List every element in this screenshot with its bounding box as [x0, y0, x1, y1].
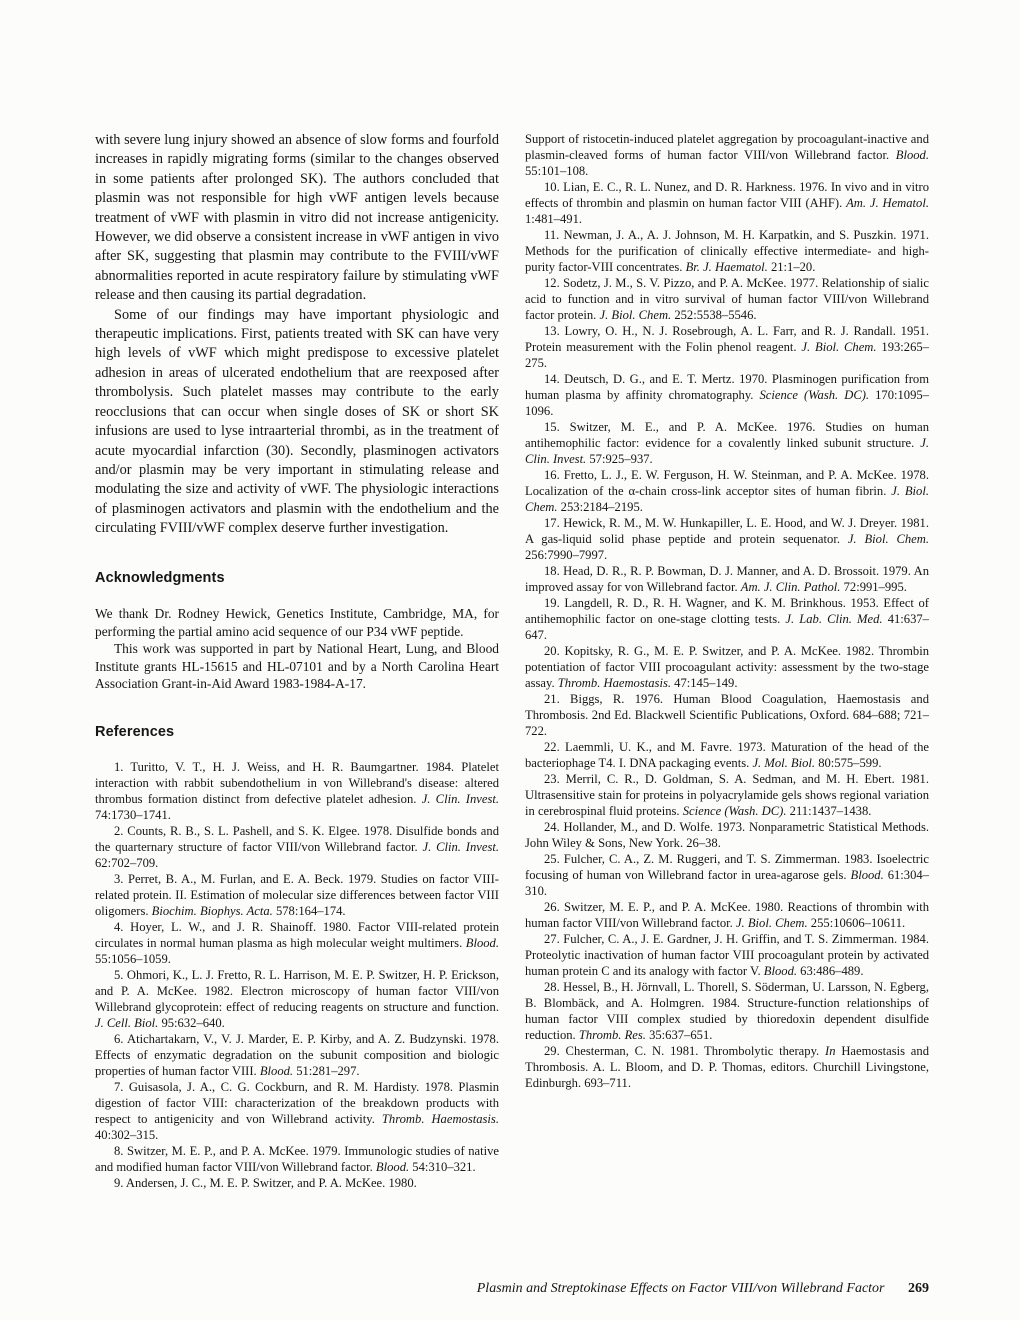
page-footer — [95, 1281, 929, 1297]
reference-item: 13. Lowry, O. H., N. J. Rosebrough, A. L. Farr, and R. J. Randall. 1951. Protein measurement with the Folin phenol reagent. J. Biol. Chem. 193:265–275. — [525, 324, 929, 370]
reference-item: 21. Biggs, R. 1976. Human Blood Coagulation, Haemostasis and Thrombosis. 2nd Ed. Blackwell Scientific Publications, Oxford. 684–688; 721–722. — [525, 692, 929, 738]
references-list-right — [525, 131, 929, 1091]
acknowledgments-heading: Acknowledgments — [95, 569, 225, 586]
reference-item: 3. Perret, B. A., M. Furlan, and E. A. Beck. 1979. Studies on factor VIII-related protein. II. Estimation of molecular size differences between factor VIII oligomers. Biochim. Biophys. Acta. 578:164–174. — [95, 872, 499, 919]
reference-item: 23. Merril, C. R., D. Goldman, S. A. Sedman, and M. H. Ebert. 1981. Ultrasensitive stain for proteins in polyacrylamide gels shows regional variation in cerebrospinal fluid proteins. Science (Wash. DC). 211:1437–1438. — [525, 772, 929, 818]
reference-item: 2. Counts, R. B., S. L. Pashell, and S. K. Elgee. 1978. Disulfide bonds and the quarternary structure of factor VIII/von Willebrand factor. J. Clin. Invest. 62:702–709. — [95, 824, 499, 871]
running-title: Plasmin and Streptokinase Effects on Factor VIII/von Willebrand Factor — [476, 1281, 885, 1296]
reference-item: 20. Kopitsky, R. G., M. E. P. Switzer, and P. A. McKee. 1982. Thrombin potentiation of factor VIII procoagulant activity: assessment by the two-stage assay. Thromb. Haemostasis. 47:145–149. — [525, 644, 929, 690]
references-list-left — [95, 759, 499, 1191]
reference-item: 18. Head, D. R., R. P. Bowman, D. J. Manner, and A. D. Brossoit. 1979. An improved assay for von Willebrand factor. Am. J. Clin. Pathol. 72:991–995. — [525, 564, 929, 594]
reference-item: 10. Lian, E. C., R. L. Nunez, and D. R. Harkness. 1976. In vivo and in vitro effects of thrombin and plasmin on human factor VIII (AHF). Am. J. Hematol. 1:481–491. — [525, 180, 929, 226]
reference-item: 26. Switzer, M. E. P., and P. A. McKee. 1980. Reactions of thrombin with human factor VIII/von Willebrand factor. J. Biol. Chem. 255:10606–10611. — [525, 900, 929, 930]
right-column — [525, 131, 929, 1281]
reference-item: 15. Switzer, M. E., and P. A. McKee. 1976. Studies on human antihemophilic factor: evidence for a covalently linked subunit structure. J. Clin. Invest. 57:925–937. — [525, 420, 929, 466]
references-list-right-items — [525, 179, 929, 1091]
left-column — [95, 131, 499, 1281]
acknowledgments-paragraph: We thank Dr. Rodney Hewick, Genetics Institute, Cambridge, MA, for performing the partial amino acid sequence of our P34 vWF peptide. — [95, 605, 499, 639]
reference-item: 24. Hollander, M., and D. Wolfe. 1973. Nonparametric Statistical Methods. John Wiley & Sons, New York. 26–38. — [525, 820, 929, 850]
reference-item: 19. Langdell, R. D., R. H. Wagner, and K. M. Brinkhous. 1953. Effect of antihemophilic factor on one-stage clotting tests. J. Lab. Clin. Med. 41:637–647. — [525, 596, 929, 642]
page-number: 269 — [908, 1281, 929, 1296]
reference-item-continuation: Support of ristocetin-induced platelet aggregation by procoagulant-inactive and plasmin-cleaved forms of human factor VIII/von Willebrand factor. Blood. 55:101–108. — [525, 132, 929, 178]
reference-item: 12. Sodetz, J. M., S. V. Pizzo, and P. A. McKee. 1977. Relationship of sialic acid to function and in vitro survival of human factor VIII/von Willebrand factor protein. J. Biol. Chem. 252:5538–5546. — [525, 276, 929, 322]
reference-item: 17. Hewick, R. M., M. W. Hunkapiller, L. E. Hood, and W. J. Dreyer. 1981. A gas-liquid solid phase peptide and protein sequenator. J. Biol. Chem. 256:7990–7997. — [525, 516, 929, 562]
reference-item: 9. Andersen, J. C., M. E. P. Switzer, and P. A. McKee. 1980. — [114, 1176, 417, 1191]
reference-item: 14. Deutsch, D. G., and E. T. Mertz. 1970. Plasminogen purification from human plasma by affinity chromatography. Science (Wash. DC). 170:1095–1096. — [525, 372, 929, 418]
reference-item: 16. Fretto, L. J., E. W. Ferguson, H. W. Steinman, and P. A. McKee. 1978. Localization of the α-chain cross-link acceptor sites of human fibrin. J. Biol. Chem. 253:2184–2195. — [525, 468, 929, 514]
reference-item: 5. Ohmori, K., L. J. Fretto, R. L. Harrison, M. E. P. Switzer, H. P. Erickson, and P. A. McKee. 1982. Electron microscopy of human factor VIII/von Willebrand glycoprotein: effect of reducing reagents on structure and function. J. Cell. Biol. 95:632–640. — [95, 968, 499, 1031]
reference-item: 4. Hoyer, L. W., and J. R. Shainoff. 1980. Factor VIII-related protein circulates in normal human plasma as high molecular weight multimers. Blood. 55:1056–1059. — [95, 920, 499, 967]
reference-item: 27. Fulcher, C. A., J. E. Gardner, J. H. Griffin, and T. S. Zimmerman. 1984. Proteolytic inactivation of human factor VIII procoagulant protein by activated human protein C and its analogy with factor V. Blood. 63:486–489. — [525, 932, 929, 978]
reference-item: 22. Laemmli, U. K., and M. Favre. 1973. Maturation of the head of the bacteriophage T4. I. DNA packaging events. J. Mol. Biol. 80:575–599. — [525, 740, 929, 770]
reference-item: 1. Turitto, V. T., H. J. Weiss, and H. R. Baumgartner. 1984. Platelet interaction with rabbit subendothelium in von Willebrand's disease: altered thrombus formation distinct from defective platelet adhesion. J. Clin. Invest. 74:1730–1741. — [95, 760, 499, 823]
references-heading: References — [95, 723, 175, 740]
discussion-paragraph: Some of our findings may have important physiologic and therapeutic implications. First, patients treated with SK can have very high levels of vWF which might predispose to excessive platelet adhesion in areas of ulcerated endothelium that are reexposed after thrombolysis. Such platelet masses may contribute to the early reocclusions that can occur when single doses of SK or short SK infusions are used to lyse intraarterial thrombi, as in the treatment of acute myocardial infarction (30). Secondly, plasminogen activators and/or plasmin may be very important in stimulating release and modulating the size and activity of vWF. The physiologic interactions of plasminogen activators and plasmin with the endothelium and the circulating FVIII/vWF complex deserve further investigation. — [95, 306, 499, 537]
reference-item: 8. Switzer, M. E. P., and P. A. McKee. 1979. Immunologic studies of native and modified human factor VIII/von Willebrand factor. Blood. 54:310–321. — [95, 1144, 499, 1175]
reference-item: 11. Newman, J. A., A. J. Johnson, M. H. Karpatkin, and S. Puszkin. 1971. Methods for the purification of clinically effective intermediate- and high-purity factor-VIII concentrates. Br. J. Haematol. 21:1–20. — [525, 228, 929, 274]
reference-item: 29. Chesterman, C. N. 1981. Thrombolytic therapy. In Haemostasis and Thrombosis. A. L. Bloom, and D. P. Thomas, editors. Churchill Livingstone, Edinburgh. 693–711. — [525, 1044, 929, 1090]
two-column-text-body — [95, 131, 929, 1281]
reference-item: 28. Hessel, B., H. Jörnvall, L. Thorell, S. Söderman, U. Larsson, N. Egberg, B. Blombäck, and A. Holmgren. 1984. Structure-function relationships of human factor VIII complex studied by thioredoxin dependent disulfide reduction. Thromb. Res. 35:637–651. — [525, 980, 929, 1042]
discussion-paragraph-continuation: with severe lung injury showed an absence of slow forms and fourfold increases in rapidly migrating forms (similar to the changes observed in some patients after prolonged SK). The authors concluded that plasmin was not responsible for high vWF antigen levels because treatment of vWF with plasmin in vitro did not increase antigenicity. However, we did observe a consistent increase in vWF antigen in vivo after SK, suggesting that plasmin may contribute to the FVIII/vWF abnormalities reported in acute respiratory failure by stimulating vWF release and then causing its partial degradation. — [95, 132, 499, 304]
reference-item: 25. Fulcher, C. A., Z. M. Ruggeri, and T. S. Zimmerman. 1983. Isoelectric focusing of human von Willebrand factor in urea-agarose gels. Blood. 61:304–310. — [525, 852, 929, 898]
reference-item: 6. Atichartakarn, V., V. J. Marder, E. P. Kirby, and A. Z. Budzynski. 1978. Effects of enzymatic degradation on the subunit composition and biologic properties of human factor VIII. Blood. 51:281–297. — [95, 1032, 499, 1079]
funding-paragraph: This work was supported in part by National Heart, Lung, and Blood Institute grants HL-15615 and HL-07101 and by a North Carolina Heart Association Grant-in-Aid Award 1983-1984-A-17. — [95, 641, 499, 692]
reference-item: 7. Guisasola, J. A., C. G. Cockburn, and R. M. Hardisty. 1978. Plasmin digestion of factor VIII: characterization of the breakdown products with respect to antigenicity and von Willebrand activity. Thromb. Haemostasis. 40:302–315. — [95, 1080, 499, 1143]
